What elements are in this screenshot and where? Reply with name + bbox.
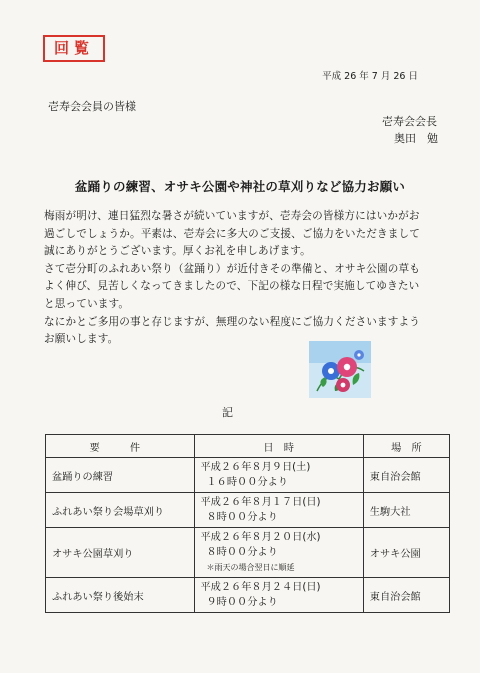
body-line: と思っています。 <box>44 297 130 310</box>
row-time: ８時００分より <box>206 547 278 558</box>
table-row <box>46 528 450 578</box>
sender-role: 壱寿会会長 <box>382 115 437 128</box>
sender-name: 奥田 勉 <box>394 132 438 145</box>
notice-title: 盆踊りの練習、オサキ公園や神社の草刈りなど協力お願い <box>74 179 406 194</box>
row-item: 盆踊りの練習 <box>46 458 195 493</box>
schedule-table <box>45 434 450 613</box>
row-place: 生駒大社 <box>363 493 449 528</box>
row-datetime <box>194 528 363 578</box>
addressee: 壱寿会会員の皆様 <box>48 100 136 113</box>
table-row <box>46 458 450 493</box>
table-row <box>46 493 450 528</box>
header-item: 要 件 <box>46 435 195 458</box>
body-line: なにかとご多用の事と存じますが、無理のない程度にご協力くださいますよう <box>44 315 421 328</box>
row-time: ９時００分より <box>206 597 278 608</box>
row-time: １６時００分より <box>206 477 288 488</box>
sender-block <box>382 113 438 147</box>
row-datetime <box>194 458 363 493</box>
row-item: ふれあい祭り会場草刈り <box>46 493 195 528</box>
row-datetime <box>194 578 363 613</box>
body-line: お願いします。 <box>44 333 119 346</box>
notice-date: 平成 26 年 7 月 26 日 <box>322 71 418 82</box>
body-line: よく伸び、見苦しくなってきましたので、下記の様な日程で実施してゆきたい <box>44 280 420 293</box>
body-line: 梅雨が明け、連日猛烈な暑さが続いていますが、壱寿会の皆様方にはいかがお <box>44 210 420 222</box>
body-line: 誠にありがとうございます。厚くお礼を申しあげます。 <box>44 245 311 258</box>
header-datetime: 日 時 <box>194 435 363 458</box>
body-line: 過ごしでしょうか。平素は、壱寿会に多大のご支援、ご協力をいただきまして <box>44 227 421 240</box>
row-place: オサキ公園 <box>363 528 449 578</box>
table-row <box>46 578 450 613</box>
row-time: ８時００分より <box>206 512 278 523</box>
row-date: 平成２６年８月２０日(水) <box>200 532 321 543</box>
notice-body <box>44 208 454 349</box>
row-datetime <box>194 493 363 528</box>
row-place: 東自治会館 <box>363 578 449 613</box>
row-item: ふれあい祭り後始末 <box>46 578 195 613</box>
row-date: 平成２６年８月２４日(日) <box>200 582 321 593</box>
body-line: さて壱分町のふれあい祭り（盆踊り）が近付きその準備と、オサキ公園の草も <box>44 262 421 275</box>
row-date: 平成２６年８月１７日(日) <box>200 497 321 508</box>
circulation-stamp: 回覧 <box>43 35 105 62</box>
row-place: 東自治会館 <box>363 458 449 493</box>
header-place: 場 所 <box>363 435 449 458</box>
table-header-row <box>46 435 450 458</box>
ki-heading: 記 <box>222 406 233 419</box>
row-note: ＊雨天の場合翌日に順延 <box>206 563 295 572</box>
row-date: 平成２６年８月９日(土) <box>200 462 311 473</box>
row-item: オサキ公園草刈り <box>46 528 195 578</box>
morning-glory-flower-icon <box>309 341 371 398</box>
